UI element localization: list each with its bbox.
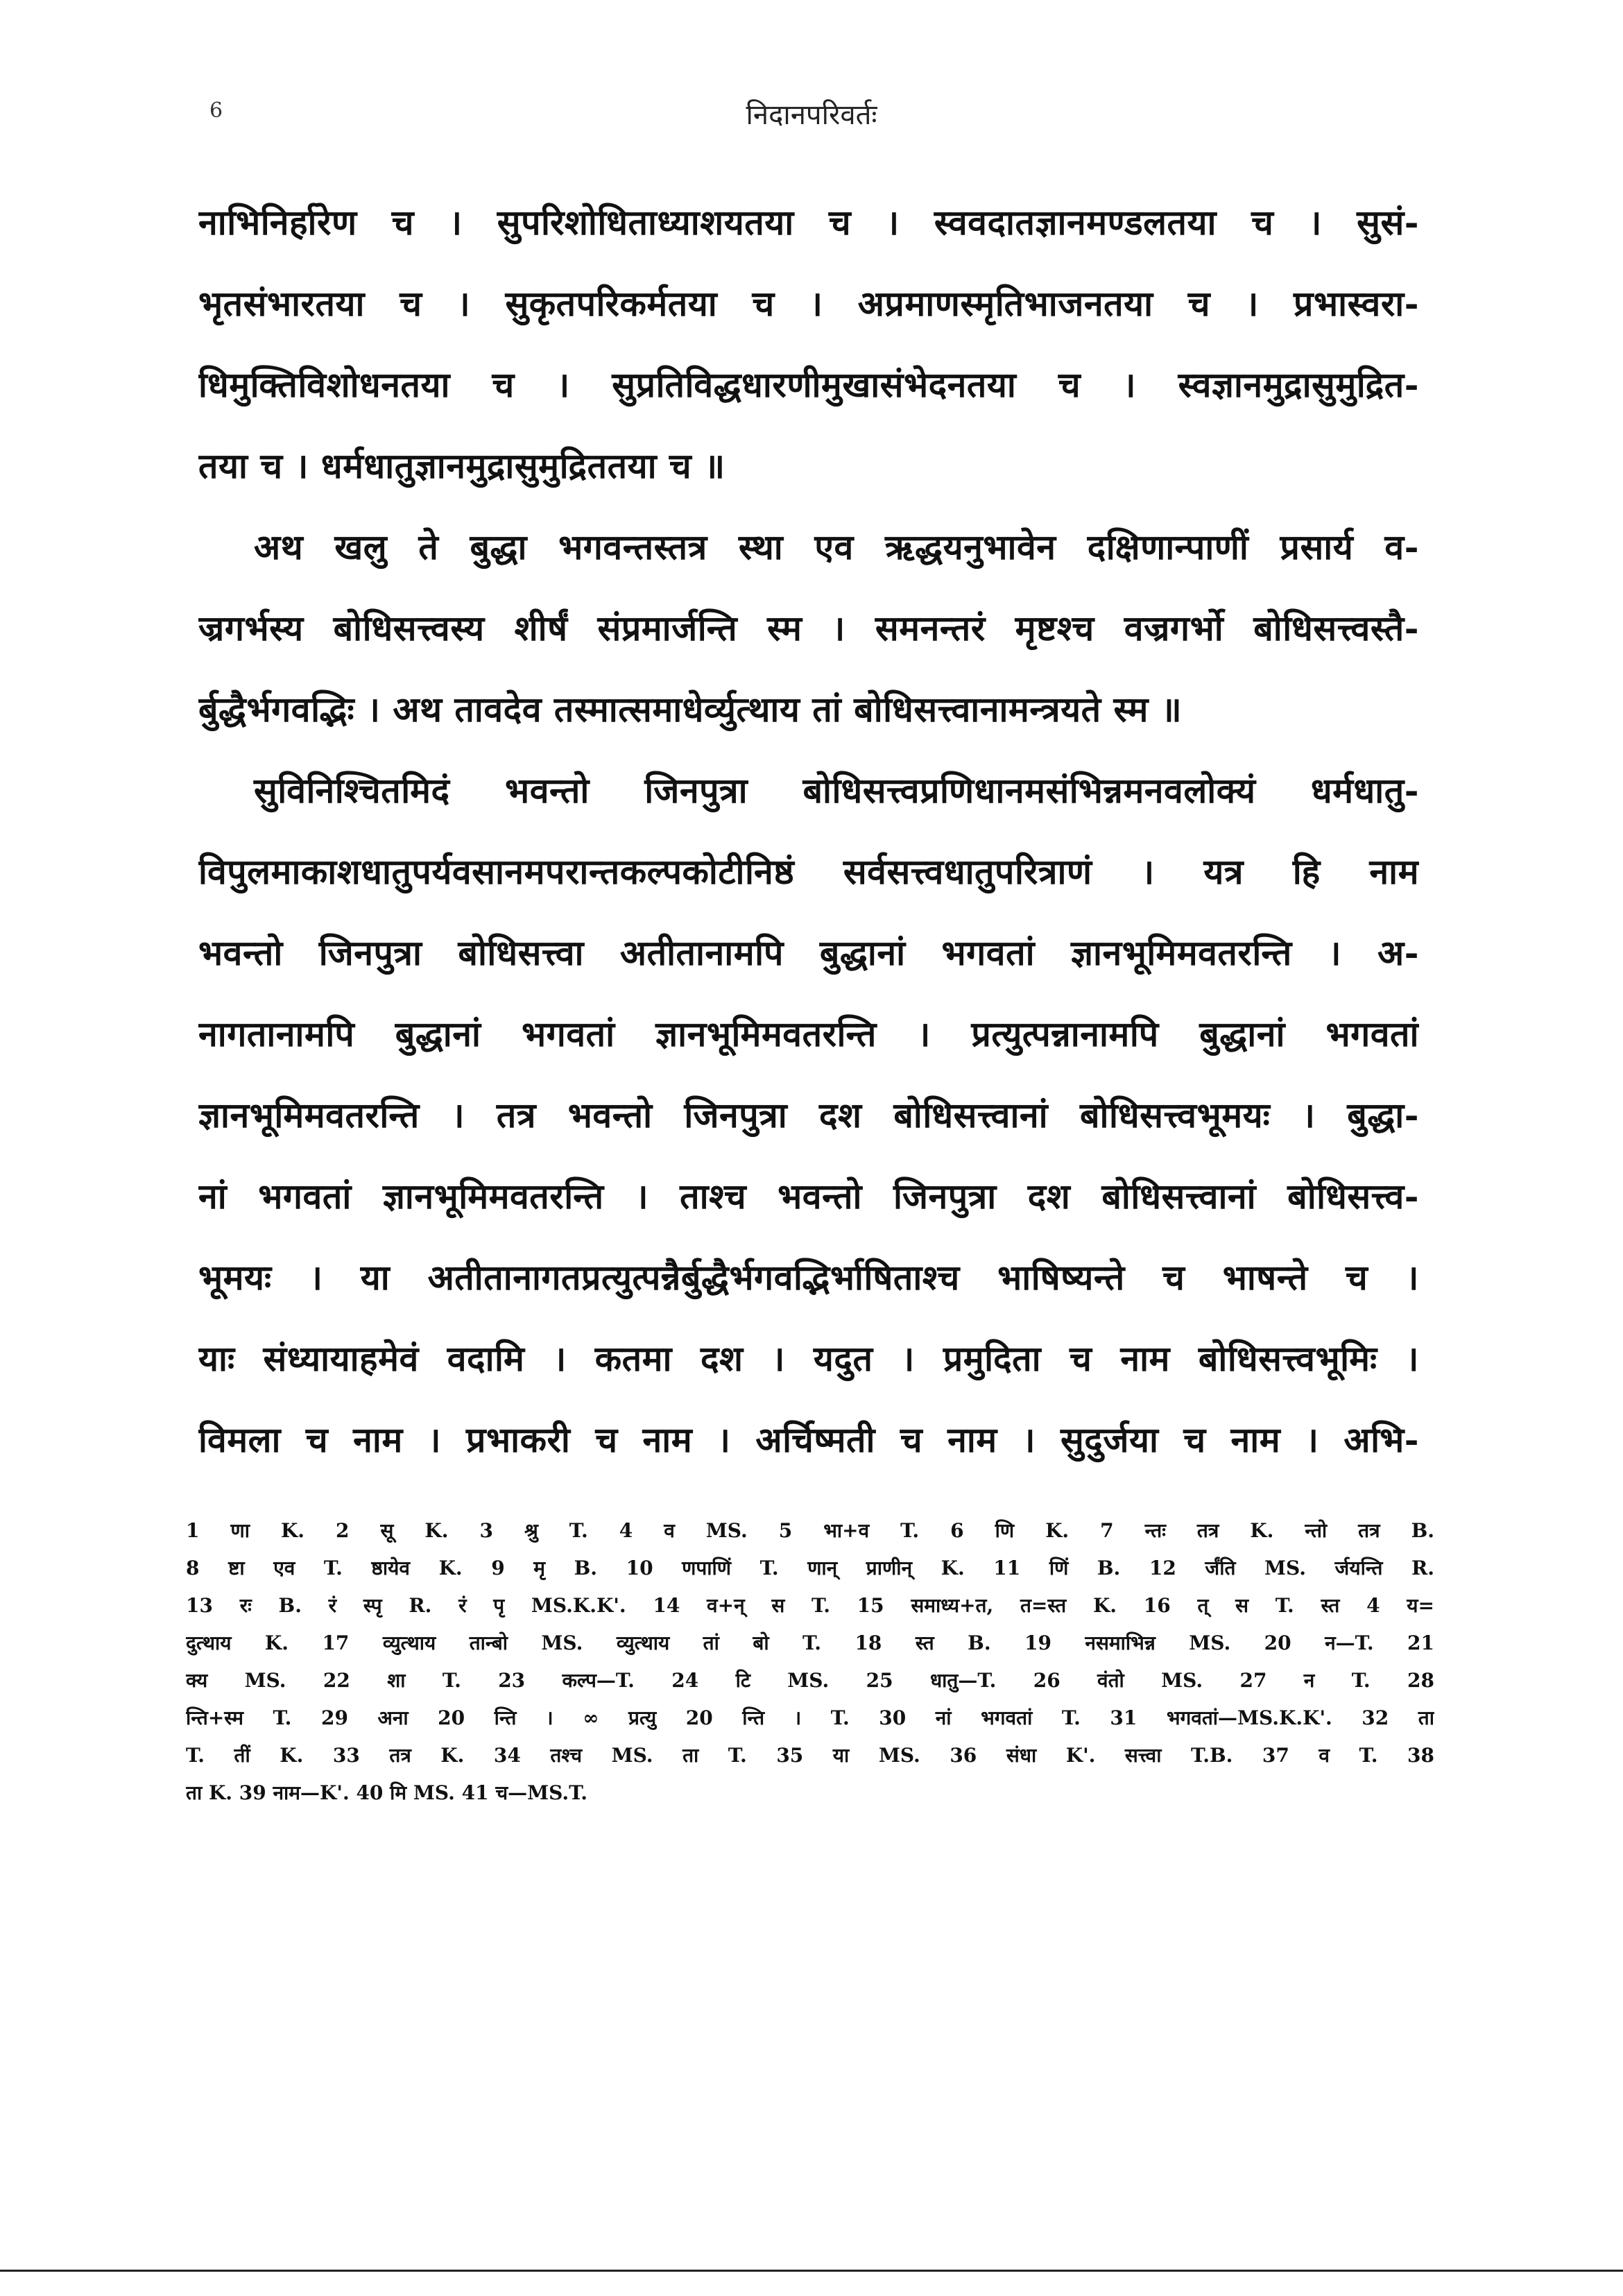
text-line: याः संध्यायाहमेवं वदामि । कतमा दश । यदुत । प्रमुदिता च नाम बोधिसत्त्वभूमिः । — [198, 1338, 1419, 1379]
text-line: विपुलमाकाशधातुपर्यवसानमपरान्तकल्पकोटीनिष्ठं सर्वसत्त्वधातुपरित्राणं । यत्र हि नाम — [198, 851, 1419, 892]
text-line: तया च । धर्मधातुज्ञानमुद्रासुमुद्रिततया च ॥ — [198, 445, 725, 486]
text-line: ज्ञानभूमिमवतरन्ति । तत्र भवन्तो जिनपुत्रा दश बोधिसत्त्वानां बोधिसत्त्वभूमयः । बुद्धा- — [198, 1095, 1419, 1136]
text-line: नाभिनिर्हारेण च । सुपरिशोधिताध्याशयतया च । स्ववदातज्ञानमण्डलतया च । सुसं- — [198, 202, 1419, 243]
text-line: धिमुक्तिविशोधनतया च । सुप्रतिविद्धधारणीमुखासंभेदनतया च । स्वज्ञानमुद्रासुमुद्रित- — [198, 364, 1419, 405]
footnote-line: 8 ष्टा एव T. ष्ठायेव K. 9 मृ B. 10 णपाणिं T. णान् प्राणीन् K. 11 णिं B. 12 र्जंति MS. र्जयन्ति R. — [186, 1557, 1434, 1579]
text-line: नां भगवतां ज्ञानभूमिमवतरन्ति । ताश्च भवन्तो जिनपुत्रा दश बोधिसत्त्वानां बोधिसत्त्व- — [198, 1176, 1419, 1217]
footnote-line: 13 रः B. रं स्पृ R. रं पृ MS.K.K'. 14 व+न् स T. 15 समाध्य+त, त=स्त K. 16 त् स T. स्त 4 य= — [186, 1594, 1434, 1617]
footnote-line: न्ति+स्म T. 29 अना 20 न्ति । ∞ प्रत्यु 20 न्ति । T. 30 नां भगवतां T. 31 भगवतां—MS.K.K'. 32 ता — [186, 1706, 1434, 1729]
text-line: अथ खलु ते बुद्धा भगवन्तस्तत्र स्था एव ऋद्धयनुभावेन दक्षिणान्पाणीं प्रसार्य व- — [254, 526, 1419, 567]
page-number: 6 — [209, 98, 223, 123]
text-line: भूमयः । या अतीतानागतप्रत्युत्पन्नैर्बुद्धैर्भगवद्भिर्भाषिताश्च भाषिष्यन्ते च भाषन्ते च । — [198, 1257, 1419, 1298]
text-line: ज्रगर्भस्य बोधिसत्त्वस्य शीर्षं संप्रमार्जन्ति स्म । समनन्तरं मृष्टश्च वज्रगर्भो बोधिसत्त्वस्तै- — [198, 608, 1419, 649]
text-line: सुविनिश्चितमिदं भवन्तो जिनपुत्रा बोधिसत्त्वप्रणिधानमसंभिन्नमनवलोक्यं धर्मधातु- — [254, 770, 1419, 811]
footnote-line: दुत्थाय K. 17 व्युत्थाय तान्बो MS. व्युत्थाय तां बो T. 18 स्त B. 19 नसमाभिन्न MS. 20 न—T. 21 — [186, 1631, 1434, 1654]
footnote-line: 1 णा K. 2 सू K. 3 श्रु T. 4 व MS. 5 भा+व T. 6 णि K. 7 न्तः तत्र K. न्तो तत्र B. — [186, 1519, 1434, 1542]
text-line: भृतसंभारतया च । सुकृतपरिकर्मतया च । अप्रमाणस्मृतिभाजनतया च । प्रभास्वरा- — [198, 283, 1419, 324]
footnotes — [186, 1512, 1434, 1812]
running-title: निदानपरिवर्तः — [746, 99, 877, 131]
footnote-line: T. तीं K. 33 तत्र K. 34 तश्च MS. ता T. 35 या MS. 36 संधा K'. सत्त्वा T.B. 37 व T. 38 — [186, 1744, 1434, 1767]
text-line: भवन्तो जिनपुत्रा बोधिसत्त्वा अतीतानामपि बुद्धानां भगवतां ज्ञानभूमिमवतरन्ति । अ- — [198, 932, 1419, 973]
footnote-line: ता K. 39 नाम—K'. 40 मि MS. 41 च—MS.T. — [186, 1781, 588, 1804]
text-line: नागतानामपि बुद्धानां भगवतां ज्ञानभूमिमवतरन्ति । प्रत्युत्पन्नानामपि बुद्धानां भगवतां — [198, 1013, 1419, 1054]
bottom-rule — [0, 2270, 1623, 2272]
main-text — [198, 182, 1419, 1480]
text-line: विमला च नाम । प्रभाकरी च नाम । अर्चिष्मती च नाम । सुदुर्जया च नाम । अभि- — [198, 1419, 1419, 1460]
footnote-line: क्य MS. 22 शा T. 23 कल्प—T. 24 टि MS. 25 धातु—T. 26 वंतो MS. 27 न T. 28 — [186, 1669, 1434, 1692]
text-line: र्बुद्धैर्भगवद्भिः । अथ तावदेव तस्मात्समाधेर्व्युत्थाय तां बोधिसत्त्वानामन्त्रयते स्म ॥ — [198, 689, 1183, 730]
